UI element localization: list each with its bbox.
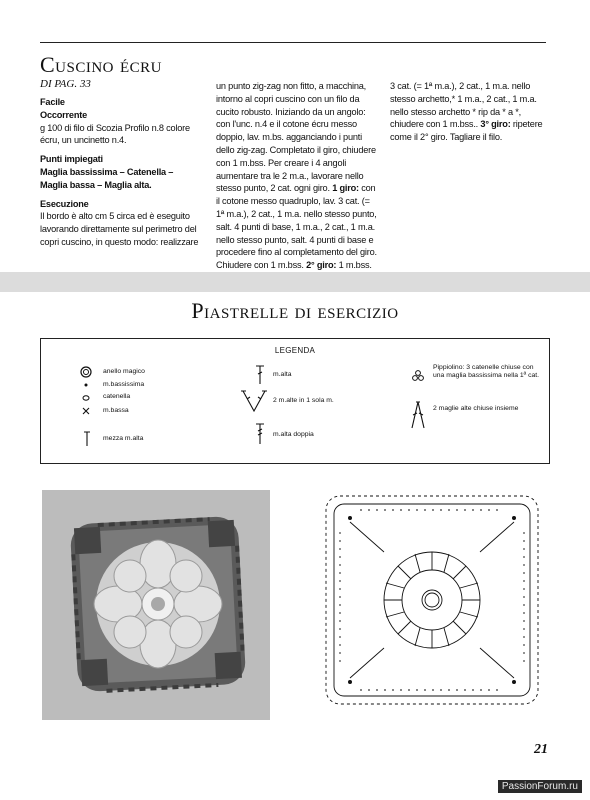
stitches-text: Maglia bassissima – Catenella – Maglia bassa – Maglia alta. — [40, 166, 174, 190]
legend-half-double: mezza m.alta — [103, 435, 144, 442]
col2-text-b: con il cotone messo quadruplo, lav. 3 cat. (= 1ª m.a.), 2 cat., 1 m.a. nello stesso punto, salt. 4 punti di base, 1 m.a., 2 cat., 1 m.a. nello stesso punto, salt. 4 punti di base e procedere fino al completamento del giro. Chiudere con 1 m.bss. — [216, 183, 377, 271]
page-number: 21 — [534, 742, 548, 757]
section-title: Piastrelle di esercizio — [191, 298, 399, 323]
single-crochet-icon — [81, 406, 91, 416]
col2-text-c: 1 m.bss. — [338, 260, 372, 271]
materials-text: g 100 di filo di Scozia Profilo n.8 colore écru, un uncinetto n.4. — [40, 122, 190, 146]
round-1-label: 1 giro: — [332, 183, 359, 194]
two-double-same-icon — [241, 389, 267, 413]
legend-picot: Pippiolino: 3 catenelle chiuse con una maglia bassissima nella 1ª cat. — [433, 364, 540, 379]
legend-magic-ring: anello magico — [103, 368, 145, 375]
two-double-together-icon — [409, 401, 427, 429]
chain-icon — [79, 393, 93, 403]
legend-chain: catenella — [103, 393, 131, 400]
slip-stitch-icon — [82, 381, 90, 389]
double-crochet-icon — [255, 365, 265, 385]
legend-two-double-same: 2 m.alte in 1 sola m. — [273, 397, 334, 404]
legend-title: LEGENDA — [274, 346, 316, 355]
legend-double: m.alta — [273, 371, 292, 378]
legend-slip-stitch: m.bassissima — [103, 381, 145, 388]
legend-box — [40, 338, 550, 464]
section-band — [0, 272, 590, 292]
crochet-chart — [320, 492, 544, 710]
magic-ring-icon — [79, 365, 93, 379]
article-title: Cuscino écru — [40, 52, 163, 77]
execution-text: Il bordo è alto cm 5 circa ed è eseguito lavorando direttamente sul perimetro del copri cuscino, in questo modo: realizzare — [40, 211, 199, 247]
tile-photo — [42, 490, 270, 720]
legend-treble: m.alta doppia — [273, 431, 314, 438]
round-3-label: 3° giro: — [480, 119, 511, 130]
article-subtitle: DI PAG. 33 — [40, 78, 91, 90]
execution-heading: Esecuzione — [40, 198, 89, 209]
tile-photo-illustration — [42, 490, 270, 720]
treble-icon — [255, 423, 265, 445]
stitches-heading: Punti impiegati — [40, 154, 103, 165]
col3-text-a: 3 cat. (= 1ª m.a.), 2 cat., 1 m.a. nello stesso archetto,* 1 m.a., 2 cat., 1 m.a. nello stesso archetto * rip da * a *, chiudere con 1 m.bss.. — [390, 81, 537, 130]
col3-text-b: ripetere come il 2° giro. Tagliare il filo. — [390, 119, 543, 143]
column-3 — [390, 80, 550, 144]
column-2 — [216, 80, 379, 285]
crochet-chart-drawing — [320, 492, 544, 710]
top-rule — [40, 42, 546, 43]
legend-two-double-together: 2 maglie alte chiuse insieme — [433, 405, 519, 412]
picot-icon — [411, 369, 425, 383]
watermark: PassionForum.ru — [498, 780, 582, 793]
column-1 — [40, 96, 202, 249]
round-2-label: 2° giro: — [306, 260, 337, 271]
col2-text-a: un punto zig-zag non fitto, a macchina, intorno al copri cuscino con un filo da cucito robusto. Iniziando da un angolo: con l'unc. n.4 e il cotone écru messo doppio, lav. m.bs. agganciando i punti dello zig-zag. Completato il giro, chiudere con 1 m.bss. Per creare i 4 angoli aumentare tra le 2 m.a., lavorare nello stesso punto, 2 cat. ogni giro. — [216, 81, 376, 194]
legend-single: m.bassa — [103, 407, 129, 414]
materials-heading: Occorrente — [40, 109, 88, 120]
difficulty-label: Facile — [40, 97, 65, 107]
half-double-icon — [83, 431, 91, 447]
